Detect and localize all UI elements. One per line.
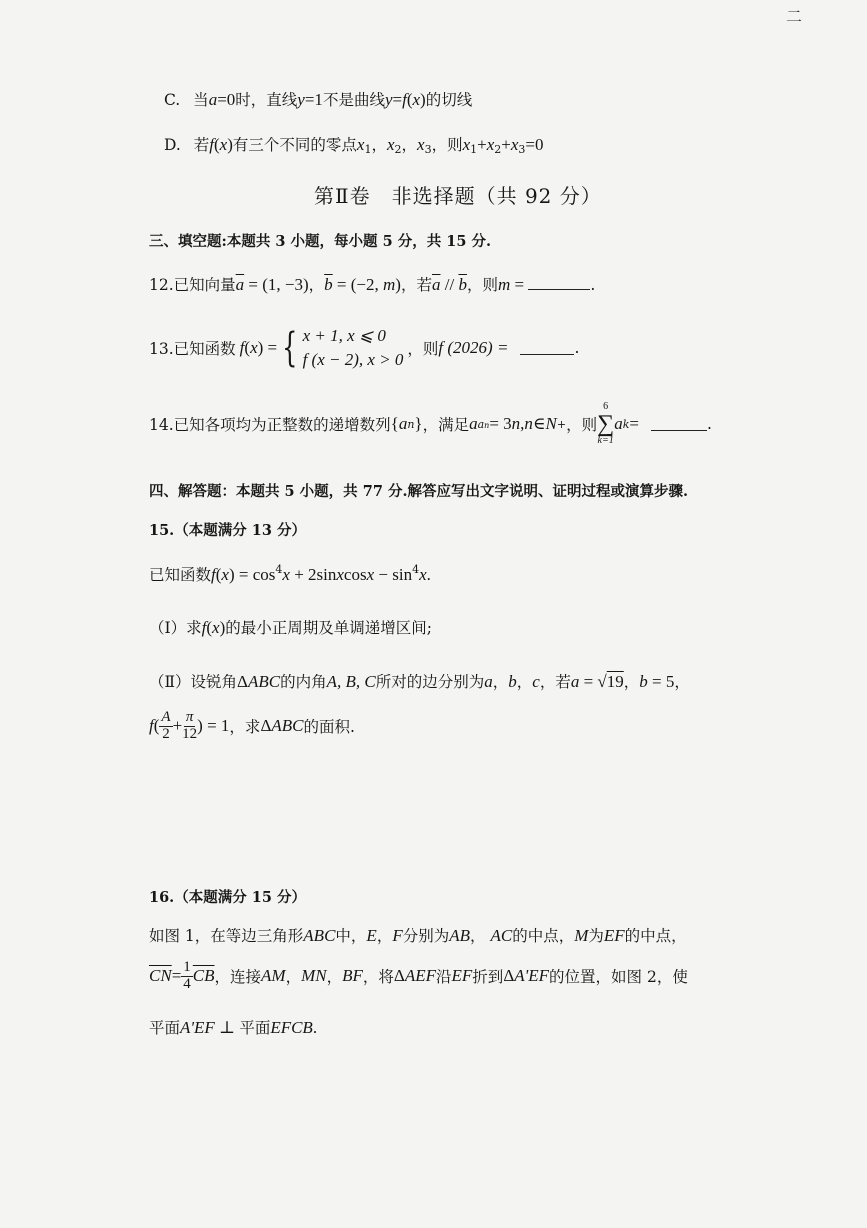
math: ⊥ [214, 1018, 240, 1037]
question-text: 如图 1，在等边三角形 [149, 927, 304, 945]
math: ) [219, 618, 226, 637]
math: ( [244, 337, 251, 357]
question-text: 的中点， [624, 927, 687, 945]
math: = √19 [579, 672, 624, 691]
math: x [366, 565, 375, 584]
math: . [312, 1018, 318, 1037]
math: f [201, 618, 207, 637]
question-text: 12.已知向量 [149, 276, 236, 294]
question-text: . [590, 276, 596, 294]
question-text: （Ⅰ）求 [149, 619, 202, 637]
math: $\overline{b}$ [324, 275, 333, 294]
math: EF [451, 966, 473, 986]
question-text: 的最小正周期及单调递增区间; [225, 619, 432, 637]
answer-blank[interactable] [528, 288, 590, 290]
question-14 [149, 402, 712, 446]
math: ) = 1 [197, 716, 230, 736]
math: b [639, 672, 648, 691]
math: AEF [404, 966, 436, 986]
answer-blank[interactable] [651, 429, 707, 431]
math: a [484, 672, 493, 691]
sum-symbol: 6 ∑ k=1 [597, 401, 615, 446]
question-text: 14.已知各项均为正整数的递增数列 [149, 416, 391, 434]
question-text: ，则 [407, 339, 439, 358]
math: , [520, 414, 525, 433]
math: AM [261, 966, 286, 986]
math: Δ [237, 672, 248, 691]
math: Δ [503, 966, 515, 986]
question-15-stem [149, 563, 431, 585]
math: x [250, 337, 258, 357]
math: n [407, 417, 415, 431]
math: cos [343, 565, 367, 584]
math: ( [215, 565, 222, 584]
math: a [208, 90, 218, 109]
math: A'EF [180, 1018, 215, 1037]
math: x [417, 135, 425, 154]
answer-heading: 四、解答题：本题共 5 小题，共 77 分.解答应写出文字说明、证明过程或演算步骤. [149, 483, 689, 500]
math: x [510, 135, 519, 154]
question-text: 13.已知函数 [149, 339, 236, 358]
question-12 [149, 273, 595, 295]
math: $\overline{b}$ [458, 275, 467, 294]
math: ) = cos [228, 565, 276, 584]
math: 3 [424, 143, 432, 156]
math: ) [420, 90, 426, 109]
math: b [508, 672, 517, 691]
question-16-line3 [149, 1016, 317, 1038]
math: f [239, 337, 245, 357]
math: EFCB [270, 1018, 313, 1037]
math: 2 [394, 143, 402, 156]
option-text: ，则 [431, 136, 463, 154]
math: a [398, 414, 408, 433]
piecewise-case: f (x − 2), x > 0 [302, 349, 404, 369]
question-text: ，求 [229, 718, 261, 737]
question-text: 为 [588, 927, 604, 945]
math: ( [153, 716, 160, 736]
question-text: 的中点， [512, 927, 575, 945]
math: = [629, 414, 639, 433]
question-15-part1 [149, 616, 432, 638]
math: f [211, 565, 216, 584]
math: = 5 [647, 672, 675, 691]
question-text: 平面 [239, 1019, 271, 1037]
option-text: ， [371, 136, 387, 154]
question-text: ，若 [539, 673, 571, 691]
math: + [501, 135, 511, 154]
question-15-part2: （Ⅱ）设锐角ΔABC的内角A, B, C所对的边分别为a，b，c，若a = √19，b = 5， [149, 672, 690, 691]
question-15-header: 15.（本题满分 13 分） [149, 522, 307, 539]
math: y [384, 90, 393, 109]
math: A, B, C [326, 672, 376, 691]
math: 1 [364, 143, 372, 156]
math: f [149, 716, 154, 736]
math: m [497, 275, 511, 294]
math: 4 [412, 563, 420, 576]
fraction: $\frac{1}{4}$ [183, 959, 191, 992]
math: $\overline{a}$ [431, 275, 441, 294]
math: =0 [217, 90, 236, 109]
question-text: 已知函数 [149, 566, 212, 584]
option-text: 当 [193, 91, 209, 109]
question-15-part2-cont [149, 710, 355, 743]
question-text: ，满足 [422, 416, 470, 434]
math: + [477, 135, 487, 154]
math: = [392, 90, 403, 109]
math: =0 [525, 135, 544, 154]
math: x [419, 565, 427, 584]
option-d [164, 133, 544, 156]
question-text: 所对的边分别为 [375, 673, 485, 691]
question-13 [149, 324, 579, 372]
math: an [477, 417, 490, 431]
math: } [414, 414, 423, 433]
math: m [383, 275, 396, 294]
math: AC [490, 926, 513, 945]
question-text: . [706, 415, 712, 433]
section-title: 第Ⅱ卷 非选择题（共 92 分） [314, 184, 602, 208]
math: 3 [518, 143, 526, 156]
math: f (2026) = [438, 337, 509, 357]
question-text: 中， [335, 927, 367, 945]
option-text: 时，直线 [235, 91, 298, 109]
math: y [297, 90, 305, 109]
math: k [622, 417, 630, 431]
option-text: 不是曲线 [322, 91, 385, 109]
math: { [390, 414, 399, 433]
math: − sin [374, 565, 413, 584]
math: MN [301, 966, 327, 986]
math: f [402, 90, 407, 109]
math: + [556, 417, 567, 431]
math: a [570, 672, 580, 691]
math: + [172, 716, 183, 736]
question-16-line1: 如图 1，在等边三角形ABC中，E，F分别为AB， AC的中点，M为EF的中点， [149, 926, 687, 945]
question-text: 分别为 [402, 927, 450, 945]
math: ABC [303, 926, 336, 945]
math: x [282, 565, 290, 584]
math: // [440, 275, 459, 294]
option-label: D. [164, 136, 181, 154]
math: x [386, 135, 395, 154]
math: M [574, 926, 589, 945]
piecewise [303, 324, 404, 372]
math: x [412, 90, 421, 109]
option-text: ， [401, 136, 418, 154]
math: $\overline{CN}$ [149, 966, 172, 986]
math: 2 [494, 143, 502, 156]
math: Δ [393, 966, 405, 986]
math: AB [449, 926, 471, 945]
math: x [336, 565, 344, 584]
option-c [164, 88, 472, 110]
option-text: 有三个不同的零点 [232, 136, 357, 154]
math: ABC [247, 672, 281, 691]
math: A'EF [514, 966, 550, 986]
math: x [212, 618, 220, 637]
math: x [219, 135, 228, 154]
math: . [426, 565, 431, 584]
fraction: $\frac{A}{2}$ [161, 709, 171, 742]
question-text: ，则 [466, 276, 498, 294]
question-text: . [574, 338, 580, 357]
math: = [510, 275, 529, 294]
question-16-line2: $\overline{CN}$ = $\frac{1}{4}$ $\overline{CB}$ ，连接 AM ， MN ， BF ，将 Δ AEF 沿 EF 折到 Δ A'EF 的位置，如图 2，使 [149, 959, 688, 992]
math: 4 [275, 563, 283, 576]
math: ( [206, 618, 213, 637]
math: N [545, 414, 557, 433]
math: 1 [470, 143, 478, 156]
math: $\overline{a}$ [235, 275, 245, 294]
math: Δ [260, 716, 272, 736]
math: = 3 [489, 414, 512, 433]
question-text: ，则 [566, 416, 598, 434]
brace-symbol: { [282, 324, 298, 371]
math: x [462, 135, 471, 154]
question-text: ，若 [400, 276, 432, 294]
question-text: ，将 [362, 968, 394, 987]
math: $\overline{CB}$ [192, 966, 215, 986]
fraction: $\frac{\pi}{12}$ [182, 709, 198, 742]
math: BF [342, 966, 363, 986]
question-text: ，连接 [214, 968, 262, 987]
math: E [366, 926, 377, 945]
option-text: 的切线 [425, 91, 473, 109]
question-text: 的面积. [303, 718, 355, 737]
question-text: 的位置，如图 2，使 [549, 968, 688, 987]
question-text: 的内角 [280, 673, 327, 691]
math: = (−2, [332, 275, 384, 294]
math: F [392, 926, 403, 945]
question-text: ， [623, 673, 640, 691]
question-16-header: 16.（本题满分 15 分） [149, 889, 307, 906]
math: x [356, 135, 365, 154]
math: + 2sin [289, 565, 337, 584]
math: c [532, 672, 540, 691]
question-text: 折到 [472, 968, 504, 987]
math: ( [406, 90, 413, 109]
math: x [221, 565, 229, 584]
option-label: C. [164, 91, 181, 109]
piecewise-case: x + 1, x ⩽ 0 [302, 326, 386, 345]
answer-blank[interactable] [520, 353, 574, 355]
math: ABC [271, 716, 304, 736]
math: =1 [304, 90, 323, 109]
math: a [469, 414, 478, 433]
math: = (1, −3) [244, 275, 309, 294]
math: x [486, 135, 495, 154]
math: ) [395, 275, 401, 294]
math: f [209, 135, 214, 154]
math: n [511, 414, 521, 433]
math: EF [603, 926, 625, 945]
question-text: 沿 [436, 968, 452, 987]
math: n [524, 414, 533, 433]
question-text: （Ⅱ）设锐角 [149, 673, 238, 691]
math: ) [227, 135, 233, 154]
question-text: 平面 [149, 1019, 181, 1037]
question-text: ， [308, 276, 325, 294]
math: = [171, 966, 182, 986]
math: ∈ [532, 414, 546, 433]
fill-heading: 三、填空题:本题共 3 小题，每小题 5 分，共 15 分. [149, 233, 492, 250]
math: ( [214, 135, 220, 154]
page-number: 二 [786, 7, 803, 26]
option-text: 若 [193, 136, 210, 154]
math: ) = [257, 337, 278, 357]
math: a [614, 414, 623, 433]
